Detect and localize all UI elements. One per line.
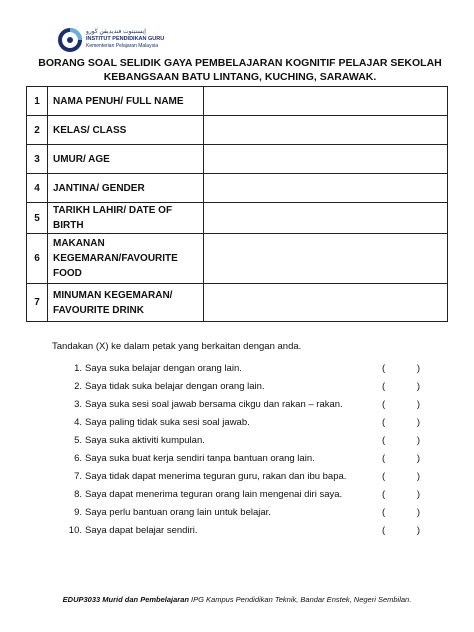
answer-box-open: ( xyxy=(382,453,386,464)
answer-box-close: ) xyxy=(416,435,420,446)
answer-box-open: ( xyxy=(382,417,386,428)
answer-box-open: ( xyxy=(382,399,386,410)
question-text: Saya tidak suka belajar dengan orang lain. xyxy=(85,381,265,392)
answer-box-open: ( xyxy=(382,435,386,446)
question-number: 10. xyxy=(68,525,82,536)
row-label: NAMA PENUH/ FULL NAME xyxy=(48,87,204,116)
info-row xyxy=(27,174,448,203)
question-item xyxy=(68,435,205,446)
logo-subtitle: Kementerian Pelajaran Malaysia xyxy=(86,43,158,49)
question-number: 4. xyxy=(74,417,82,428)
answer-box-open: ( xyxy=(382,363,386,374)
question-number: 7. xyxy=(74,471,82,482)
info-row xyxy=(27,87,448,116)
favourite-drink-field[interactable] xyxy=(204,284,448,322)
row-number: 5 xyxy=(27,203,48,234)
answer-box-close: ) xyxy=(416,417,420,428)
question-text: Saya dapat belajar sendiri. xyxy=(85,525,198,536)
gender-field[interactable] xyxy=(204,174,448,203)
row-number: 6 xyxy=(27,234,48,284)
full-name-field[interactable] xyxy=(204,87,448,116)
date-of-birth-field[interactable] xyxy=(204,203,448,234)
question-text: Saya tidak dapat menerima teguran guru, rakan dan ibu bapa. xyxy=(85,471,347,482)
answer-box-close: ) xyxy=(416,507,420,518)
question-number: 3. xyxy=(74,399,82,410)
question-item xyxy=(68,489,342,500)
question-item xyxy=(68,363,242,374)
answer-box-open: ( xyxy=(382,471,386,482)
favourite-food-field[interactable] xyxy=(204,234,448,284)
question-number: 1. xyxy=(74,363,82,374)
answer-box-close: ) xyxy=(416,489,420,500)
answer-box-open: ( xyxy=(382,525,386,536)
row-number: 3 xyxy=(27,145,48,174)
answer-box-open: ( xyxy=(382,381,386,392)
question-text: Saya dapat menerima teguran orang lain mengenai diri saya. xyxy=(85,489,343,500)
question-text: Saya suka sesi soal jawab bersama cikgu dan rakan – rakan. xyxy=(85,399,343,410)
logo-arabic-text: إيستيتوت فنديديقن ڬورو xyxy=(86,29,146,35)
footer-institution: IPG Kampus Pendidikan Teknik, Bandar Enstek, Negeri Sembilan. xyxy=(188,595,412,604)
row-number: 4 xyxy=(27,174,48,203)
answer-box-close: ) xyxy=(416,363,420,374)
ipg-logo xyxy=(58,28,198,52)
info-row xyxy=(27,234,448,284)
row-label: MAKANAN KEGEMARAN/FAVOURITE FOOD xyxy=(48,234,204,284)
question-item xyxy=(68,525,198,536)
answer-box-close: ) xyxy=(416,381,420,392)
question-item xyxy=(68,417,250,428)
question-item xyxy=(68,507,271,518)
row-label: MINUMAN KEGEMARAN/ FAVOURITE DRINK xyxy=(48,284,204,322)
question-item xyxy=(68,381,265,392)
row-label: KELAS/ CLASS xyxy=(48,116,204,145)
age-field[interactable] xyxy=(204,145,448,174)
answer-box-close: ) xyxy=(416,471,420,482)
answer-box-open: ( xyxy=(382,489,386,500)
question-text: Saya suka belajar dengan orang lain. xyxy=(85,363,242,374)
question-number: 8. xyxy=(74,489,82,500)
form-title-line2: KEBANGSAAN BATU LINTANG, KUCHING, SARAWAK. xyxy=(103,71,377,83)
row-label: TARIKH LAHIR/ DATE OF BIRTH xyxy=(48,203,204,234)
question-text: Saya suka aktiviti kumpulan. xyxy=(85,435,205,446)
answer-box-close: ) xyxy=(416,525,420,536)
row-label: JANTINA/ GENDER xyxy=(48,174,204,203)
question-text: Saya paling tidak suka sesi soal jawab. xyxy=(85,417,250,428)
row-number: 1 xyxy=(27,87,48,116)
question-item xyxy=(68,453,315,464)
class-field[interactable] xyxy=(204,116,448,145)
info-row xyxy=(27,116,448,145)
page-footer xyxy=(14,595,460,604)
question-number: 9. xyxy=(74,507,82,518)
question-text: Saya perlu bantuan orang lain untuk belajar. xyxy=(85,507,271,518)
question-text: Saya suka buat kerja sendiri tanpa bantuan orang lain. xyxy=(85,453,315,464)
info-row xyxy=(27,145,448,174)
info-row xyxy=(27,203,448,234)
answer-box-open: ( xyxy=(382,507,386,518)
form-title-line1: BORANG SOAL SELIDIK GAYA PEMBELAJARAN KOGNITIF PELAJAR SEKOLAH xyxy=(38,57,442,69)
question-item xyxy=(68,471,346,482)
answer-box-close: ) xyxy=(416,453,420,464)
row-number: 7 xyxy=(27,284,48,322)
question-number: 5. xyxy=(74,435,82,446)
ipg-emblem-icon xyxy=(58,28,82,52)
row-number: 2 xyxy=(27,116,48,145)
question-number: 2. xyxy=(74,381,82,392)
question-number: 6. xyxy=(74,453,82,464)
instruction-text: Tandakan (X) ke dalam petak yang berkaitan dengan anda. xyxy=(52,341,302,352)
answer-box-close: ) xyxy=(416,399,420,410)
personal-info-table xyxy=(26,86,448,322)
question-item xyxy=(68,399,343,410)
row-label: UMUR/ AGE xyxy=(48,145,204,174)
footer-course: EDUP3033 Murid dan Pembelajaran xyxy=(62,595,189,604)
info-row xyxy=(27,284,448,322)
logo-name: INSTITUT PENDIDIKAN GURU xyxy=(86,36,165,42)
